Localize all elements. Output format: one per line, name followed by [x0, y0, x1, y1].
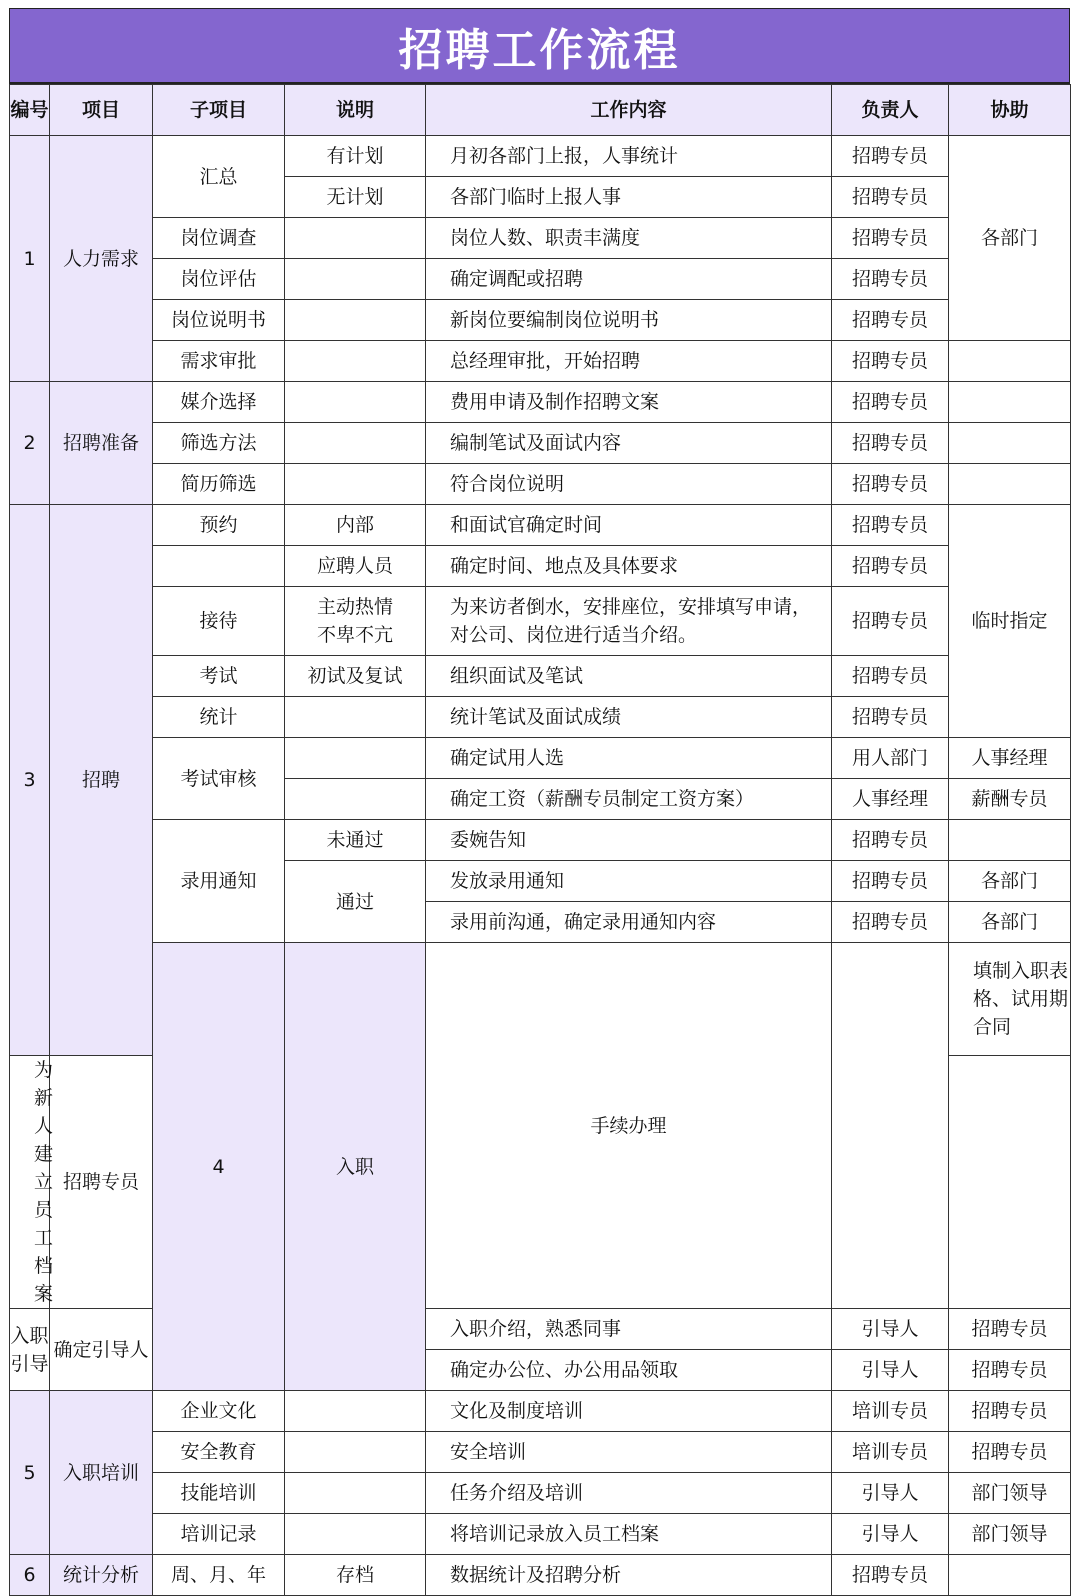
content-cell: 编制笔试及面试内容 [426, 423, 832, 464]
content-cell: 和面试官确定时间 [426, 505, 832, 546]
sub-item: 简历筛选 [153, 464, 285, 505]
owner-cell: 招聘专员 [832, 587, 949, 656]
content-cell: 费用申请及制作招聘文案 [426, 382, 832, 423]
assist-cell [949, 1056, 1071, 1309]
content-cell: 发放录用通知 [426, 861, 832, 902]
assist-cell: 招聘专员 [949, 1432, 1071, 1473]
sub-item: 考试审核 [153, 738, 285, 820]
owner-cell: 招聘专员 [832, 177, 949, 218]
content-cell: 入职介绍，熟悉同事 [426, 1309, 832, 1350]
content-cell: 确定办公位、办公用品领取 [426, 1350, 832, 1391]
assist-cell: 各部门 [949, 902, 1071, 943]
assist-cell [949, 341, 1071, 382]
table-row [10, 738, 1071, 779]
assist-cell: 人事经理 [949, 738, 1071, 779]
owner-cell: 招聘专员 [832, 1555, 949, 1596]
content-cell: 录用前沟通，确定录用通知内容 [426, 902, 832, 943]
header-item: 项目 [50, 85, 153, 136]
content-cell: 数据统计及招聘分析 [426, 1555, 832, 1596]
note-cell [285, 587, 426, 656]
assist-cell: 各部门 [949, 861, 1071, 902]
note-cell [285, 738, 426, 779]
sub-item: 预约 [153, 505, 285, 546]
owner-cell: 招聘专员 [832, 341, 949, 382]
note-cell [285, 341, 426, 382]
sub-item: 入职引导 [10, 1309, 50, 1391]
section-number: 5 [10, 1391, 50, 1555]
owner-cell: 招聘专员 [832, 300, 949, 341]
table-row [10, 943, 1071, 1056]
note-cell [285, 464, 426, 505]
content-cell: 确定工资（薪酬专员制定工资方案） [426, 779, 832, 820]
table-row [10, 136, 1071, 177]
content-cell: 统计笔试及面试成绩 [426, 697, 832, 738]
flow-table [9, 84, 1071, 1596]
note-cell [285, 423, 426, 464]
content-line: 对公司、岗位进行适当介绍。 [450, 624, 698, 646]
content-cell: 新岗位要编制岗位说明书 [426, 300, 832, 341]
owner-cell: 招聘专员 [832, 382, 949, 423]
table-row [10, 697, 1071, 738]
sub-item: 安全教育 [153, 1432, 285, 1473]
note-cell: 内部 [285, 505, 426, 546]
owner-cell: 招聘专员 [832, 902, 949, 943]
note-line: 不卑不亢 [316, 624, 393, 646]
note-cell [285, 1473, 426, 1514]
content-cell: 将培训记录放入员工档案 [426, 1514, 832, 1555]
owner-cell: 招聘专员 [832, 423, 949, 464]
header-sub: 子项目 [153, 85, 285, 136]
owner-cell: 引导人 [832, 1350, 949, 1391]
assist-cell: 招聘专员 [949, 1350, 1071, 1391]
note-cell [285, 218, 426, 259]
section-number: 4 [153, 943, 285, 1391]
sub-item: 汇总 [153, 136, 285, 218]
sub-item: 需求审批 [153, 341, 285, 382]
section-item: 招聘准备 [50, 382, 153, 505]
note-cell [832, 943, 949, 1309]
sheet-title: 招聘工作流程 [9, 8, 1070, 84]
owner-cell: 招聘专员 [832, 464, 949, 505]
owner-cell: 招聘专员 [832, 656, 949, 697]
owner-cell: 招聘专员 [50, 1056, 153, 1309]
sub-item [153, 546, 285, 587]
note-cell [285, 1514, 426, 1555]
content-cell: 任务介绍及培训 [426, 1473, 832, 1514]
assist-cell: 招聘专员 [949, 1309, 1071, 1350]
owner-cell: 招聘专员 [832, 820, 949, 861]
table-row [10, 1555, 1071, 1596]
table-row [10, 1391, 1071, 1432]
sub-item: 筛选方法 [153, 423, 285, 464]
owner-cell: 招聘专员 [832, 546, 949, 587]
assist-cell [949, 820, 1071, 861]
section-item: 招聘 [50, 505, 153, 1056]
content-cell: 符合岗位说明 [426, 464, 832, 505]
note-cell [285, 697, 426, 738]
section-item: 入职培训 [50, 1391, 153, 1555]
note-cell: 无计划 [285, 177, 426, 218]
note-cell: 通过 [285, 861, 426, 943]
sub-item: 统计 [153, 697, 285, 738]
content-cell: 为新人建立员工档案 [10, 1056, 50, 1309]
sub-item: 岗位说明书 [153, 300, 285, 341]
sub-item: 培训记录 [153, 1514, 285, 1555]
content-cell: 文化及制度培训 [426, 1391, 832, 1432]
content-cell: 填制入职表格、试用期合同 [949, 943, 1071, 1056]
content-cell: 总经理审批，开始招聘 [426, 341, 832, 382]
note-cell: 有计划 [285, 136, 426, 177]
note-cell: 确定引导人 [50, 1309, 153, 1391]
note-cell [285, 1391, 426, 1432]
section-number: 6 [10, 1555, 50, 1596]
content-cell: 各部门临时上报人事 [426, 177, 832, 218]
content-cell: 确定调配或招聘 [426, 259, 832, 300]
owner-cell: 招聘专员 [832, 697, 949, 738]
owner-cell: 招聘专员 [832, 505, 949, 546]
content-cell: 岗位人数、职责丰满度 [426, 218, 832, 259]
sub-item: 考试 [153, 656, 285, 697]
content-cell: 委婉告知 [426, 820, 832, 861]
owner-cell: 人事经理 [832, 779, 949, 820]
note-cell [285, 382, 426, 423]
sub-item: 周、月、年 [153, 1555, 285, 1596]
header-assist: 协助 [949, 85, 1071, 136]
table-row [10, 464, 1071, 505]
owner-cell: 引导人 [832, 1473, 949, 1514]
note-cell: 应聘人员 [285, 546, 426, 587]
content-cell: 组织面试及笔试 [426, 656, 832, 697]
table-row [10, 656, 1071, 697]
table-row [10, 587, 1071, 656]
owner-cell: 招聘专员 [832, 218, 949, 259]
owner-cell: 引导人 [832, 1309, 949, 1350]
section-item: 入职 [285, 943, 426, 1391]
sub-item: 企业文化 [153, 1391, 285, 1432]
table-row [10, 382, 1071, 423]
section-item: 统计分析 [50, 1555, 153, 1596]
note-cell: 初试及复试 [285, 656, 426, 697]
assist-cell: 各部门 [949, 136, 1071, 341]
sub-item: 媒介选择 [153, 382, 285, 423]
table-row [10, 300, 1071, 341]
note-cell [285, 779, 426, 820]
assist-cell: 招聘专员 [949, 1391, 1071, 1432]
sub-item: 手续办理 [426, 943, 832, 1309]
note-line: 主动热情 [316, 596, 393, 618]
table-row [10, 1514, 1071, 1555]
assist-cell: 部门领导 [949, 1514, 1071, 1555]
assist-cell: 临时指定 [949, 505, 1071, 738]
owner-cell: 培训专员 [832, 1432, 949, 1473]
table-row [10, 423, 1071, 464]
sub-item: 技能培训 [153, 1473, 285, 1514]
assist-cell [949, 423, 1071, 464]
content-line: 为来访者倒水，安排座位，安排填写申请， [450, 596, 812, 618]
content-cell: 月初各部门上报，人事统计 [426, 136, 832, 177]
owner-cell: 培训专员 [832, 1391, 949, 1432]
table-row [10, 1432, 1071, 1473]
header-note: 说明 [285, 85, 426, 136]
table-row [10, 259, 1071, 300]
sub-item: 接待 [153, 587, 285, 656]
recruitment-flow-sheet [9, 8, 1070, 1596]
assist-cell [949, 382, 1071, 423]
note-cell [285, 1432, 426, 1473]
note-cell: 未通过 [285, 820, 426, 861]
owner-cell: 招聘专员 [832, 136, 949, 177]
assist-cell [949, 464, 1071, 505]
section-number: 1 [10, 136, 50, 382]
section-number: 2 [10, 382, 50, 505]
table-row [10, 546, 1071, 587]
sub-item: 岗位调查 [153, 218, 285, 259]
sub-item: 岗位评估 [153, 259, 285, 300]
content-cell: 确定时间、地点及具体要求 [426, 546, 832, 587]
note-cell: 存档 [285, 1555, 426, 1596]
owner-cell: 引导人 [832, 1514, 949, 1555]
table-row [10, 341, 1071, 382]
assist-cell [949, 1555, 1071, 1596]
note-cell [285, 259, 426, 300]
owner-cell: 招聘专员 [832, 861, 949, 902]
assist-cell: 部门领导 [949, 1473, 1071, 1514]
assist-cell: 薪酬专员 [949, 779, 1071, 820]
table-row [10, 505, 1071, 546]
header-num: 编号 [10, 85, 50, 136]
content-cell [426, 587, 832, 656]
header-owner: 负责人 [832, 85, 949, 136]
content-cell: 确定试用人选 [426, 738, 832, 779]
owner-cell: 用人部门 [832, 738, 949, 779]
owner-cell: 招聘专员 [832, 259, 949, 300]
section-item: 人力需求 [50, 136, 153, 382]
note-cell [285, 300, 426, 341]
table-row [10, 218, 1071, 259]
header-row [10, 85, 1071, 136]
table-row [10, 1473, 1071, 1514]
table-row [10, 820, 1071, 861]
content-cell: 安全培训 [426, 1432, 832, 1473]
section-number: 3 [10, 505, 50, 1056]
sub-item: 录用通知 [153, 820, 285, 943]
header-content: 工作内容 [426, 85, 832, 136]
